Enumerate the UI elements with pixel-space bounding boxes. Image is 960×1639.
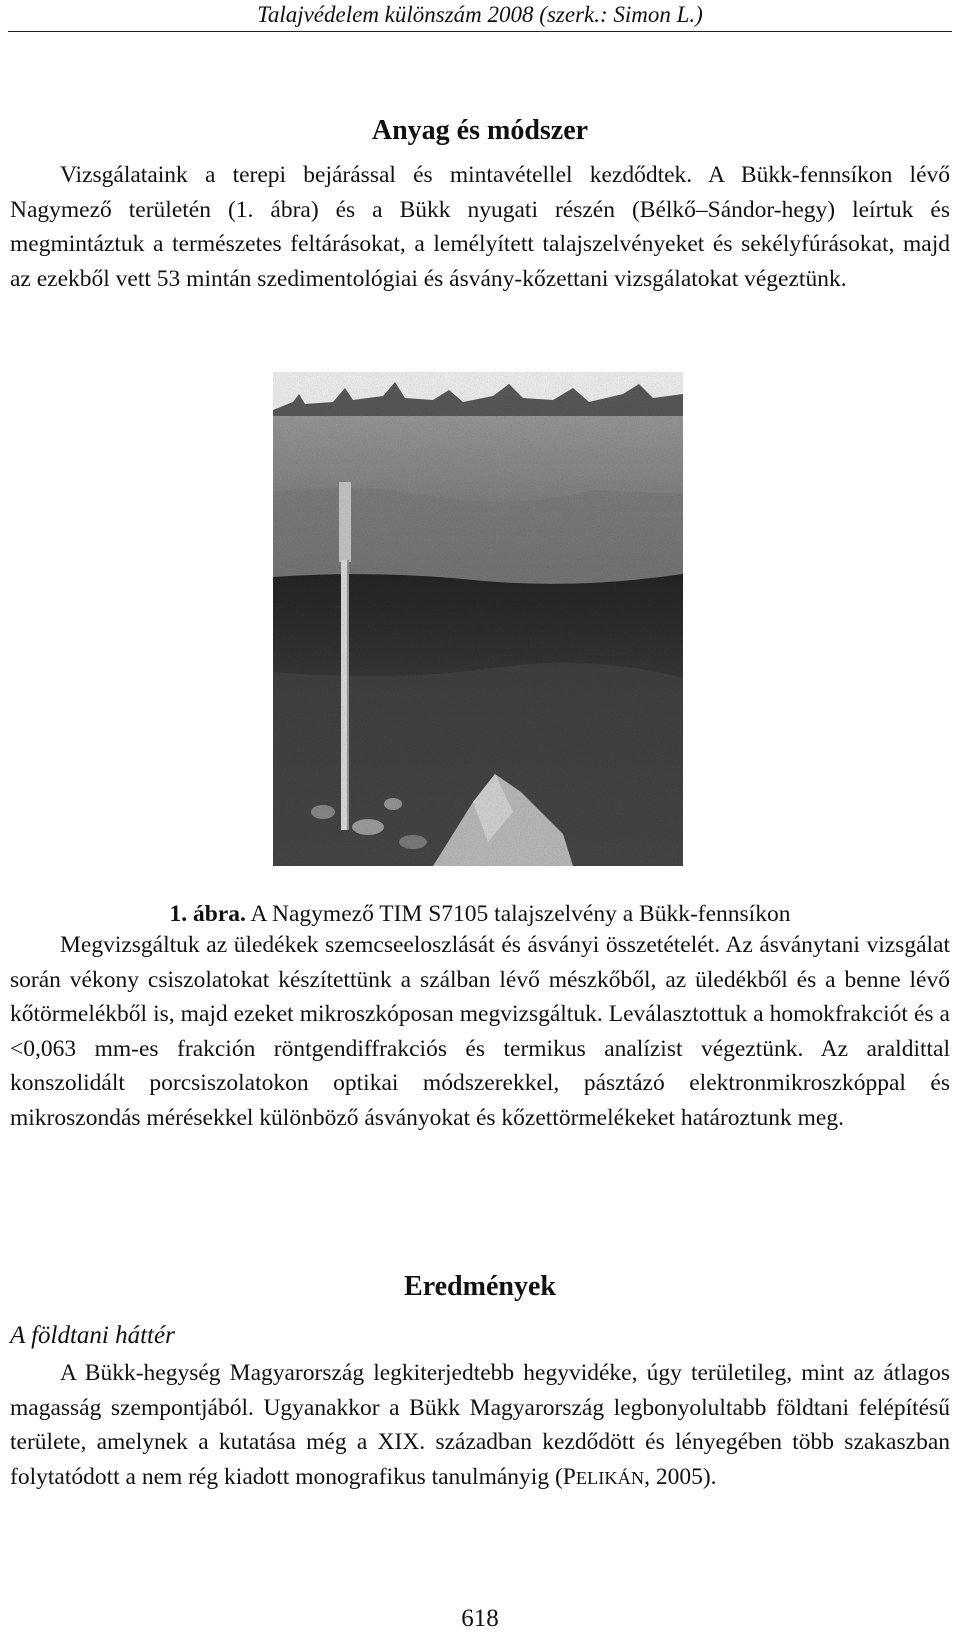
- figure-label: 1. ábra.: [169, 901, 246, 927]
- soil-profile-image: [273, 372, 683, 866]
- paragraph-methods-1-text: Vizsgálataink a terepi bejárással és mintavétellel kezdődtek. A Bükk-fennsíkon lévő Nagymező területén (1. ábra) és a Bükk nyugati részén (Bélkő–Sándor-hegy) leírtuk és megmintáztuk a természetes feltárásokat, a lemélyített talajszelvényeket és sekélyfúrásokat, majd az ezekből vett 53 mintán szedimentológiai és ásvány-kőzettani vizsgálatokat végeztünk.: [10, 162, 950, 292]
- subheading-geological-background: A földtani háttér: [10, 1322, 175, 1349]
- running-header: [0, 0, 960, 34]
- soil-profile-photo: [273, 372, 683, 866]
- citation-year: , 2005).: [644, 1463, 717, 1490]
- paragraph-results-1: [10, 1356, 950, 1495]
- running-title: Talajvédelem különszám 2008 (szerk.: Simon L.): [257, 2, 703, 27]
- section-title-results: Eredmények: [404, 1271, 556, 1302]
- section-title-materials-methods: Anyag és módszer: [371, 115, 589, 146]
- paragraph-methods-2: [10, 928, 950, 1135]
- figure-caption-text: A Nagymező TIM S7105 talajszelvény a Bükk-fennsíkon: [245, 901, 791, 927]
- paragraph-methods-2-text: Megvizsgáltuk az üledékek szemcseeloszlását és ásványi összetételét. Az ásványtani vizsgálat során vékony csiszolatokat készítettünk a szálban lévő mészkőből, az üledékből és a benne lévő kőtörmelékből is, majd ezeket mikroszkóposan megvizsgáltuk. Leválasztottuk a homokfrakciót és a <0,063 mm-es frakción röntgendiffrakciós és termikus analízist végeztünk. Az araldittal konszolidált porcsiszolatokon optikai módszerekkel, pásztázó elektronmikroszkóppal és mikroszondás mérésekkel különböző ásványokat és kőzettörmelékeket határoztunk meg.: [10, 932, 950, 1131]
- figure-caption: [0, 898, 960, 930]
- citation-author: PELIKÁN: [562, 1463, 645, 1490]
- header-rule: [8, 31, 952, 32]
- paragraph-methods-1: [10, 158, 950, 296]
- page-number: 618: [461, 1605, 499, 1632]
- paragraph-results-1-text: A Bükk-hegység Magyarország legkiterjedtebb hegyvidéke, úgy területileg, mint az átlagos magasság szempontjából. Ugyanakkor a Bükk Magyarország legbonyolultabb földtani felépítésű területe, amelynek a kutatása még a XIX. században kezdődött és lényegében több szakaszban folytatódott a nem rég kiadott monografikus tanulmányig (: [10, 1360, 950, 1490]
